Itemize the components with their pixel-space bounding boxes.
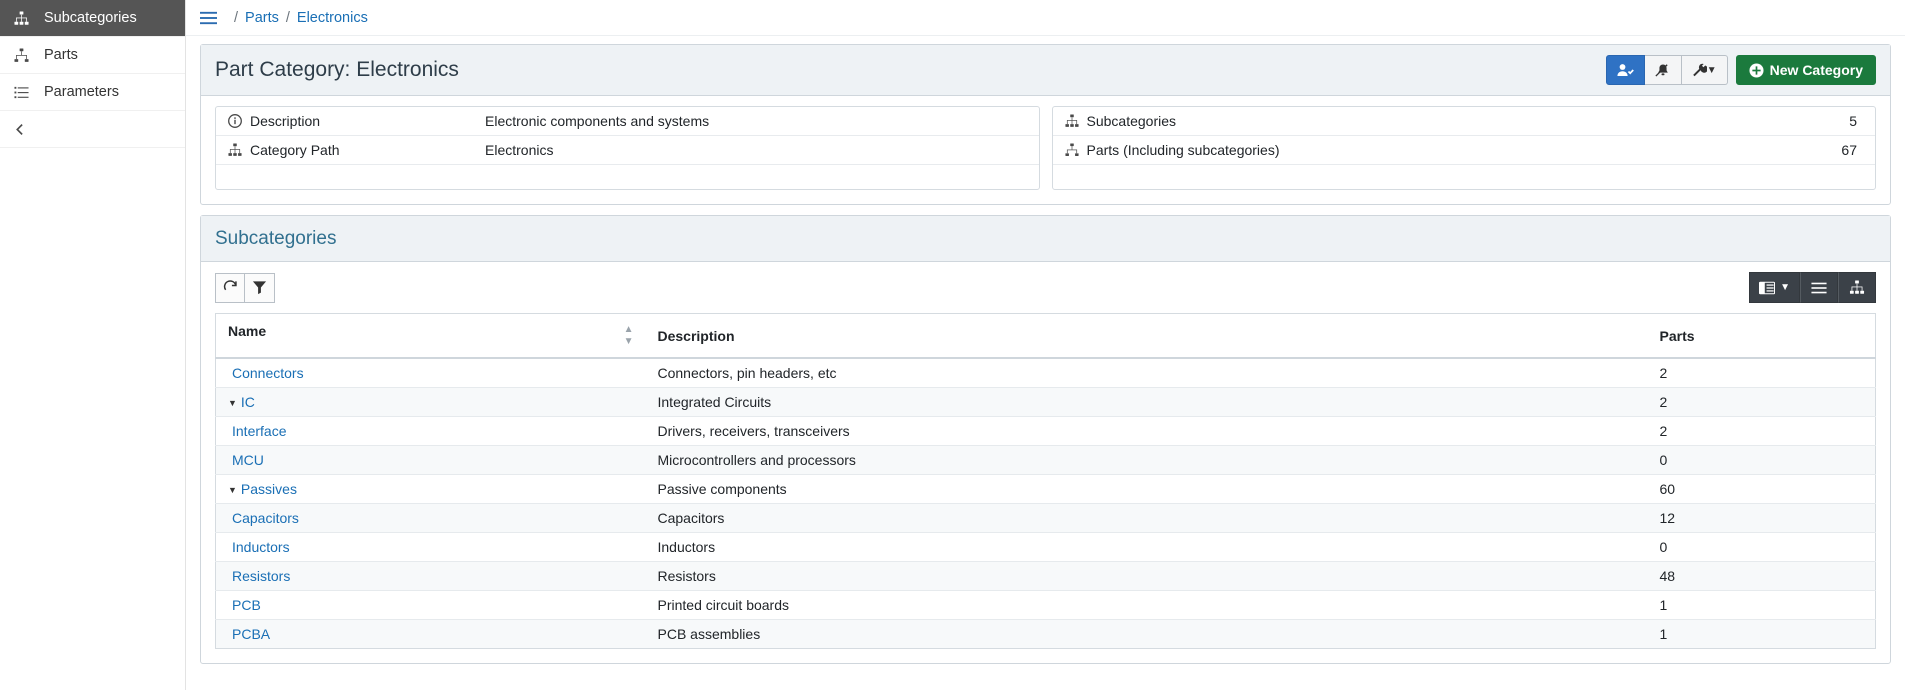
row-parts-cell: 1 (1648, 620, 1876, 649)
detail-value: Electronics (485, 142, 554, 158)
row-parts-cell: 2 (1648, 358, 1876, 388)
table-header-row (216, 314, 1876, 359)
breadcrumb-item-electronics[interactable]: Electronics (296, 9, 368, 26)
columns-icon[interactable] (1749, 272, 1800, 303)
row-parts-cell: 60 (1648, 475, 1876, 504)
row-description-cell: Passive components (646, 475, 1648, 504)
column-header-description-label: Description (657, 327, 735, 344)
row-description-cell: Capacitors (646, 504, 1648, 533)
list-view-icon[interactable] (1800, 272, 1838, 303)
column-header-name-label: Name (228, 323, 267, 339)
row-name-cell (216, 417, 646, 446)
table-row[interactable] (216, 562, 1876, 591)
table-body (216, 358, 1876, 649)
list-icon (14, 85, 36, 100)
row-name-cell (216, 562, 646, 591)
column-header-parts[interactable] (1648, 314, 1876, 359)
category-link[interactable]: PCBA (232, 626, 271, 642)
detail-value: 67 (1841, 142, 1857, 158)
table-toolbar-left (215, 273, 275, 303)
detail-label: Parts (Including subcategories) (1086, 142, 1280, 158)
detail-label: Category Path (250, 142, 340, 158)
row-parts-cell: 12 (1648, 504, 1876, 533)
breadcrumb (186, 0, 1905, 36)
row-parts-cell: 2 (1648, 417, 1876, 446)
category-link[interactable]: Inductors (232, 539, 290, 555)
category-details-left (215, 106, 1040, 190)
new-category-label: New Category (1769, 62, 1863, 78)
detail-row-subcategories (1053, 107, 1876, 136)
detail-card-spacer (1053, 165, 1876, 189)
tools-dropdown-button[interactable] (1682, 55, 1728, 85)
user-check-icon (1617, 63, 1634, 77)
subscribe-button[interactable] (1606, 55, 1645, 85)
subcategories-panel (200, 215, 1891, 664)
sidebar-item-label: Parameters (44, 84, 119, 100)
row-parts-cell: 0 (1648, 533, 1876, 562)
detail-value: Electronic components and systems (485, 113, 710, 129)
row-description-cell: Printed circuit boards (646, 591, 1648, 620)
plus-circle-icon (1749, 63, 1764, 78)
detail-label: Subcategories (1086, 113, 1177, 129)
parts-icon (1065, 143, 1087, 157)
row-description-cell: Integrated Circuits (646, 388, 1648, 417)
content-area (186, 36, 1905, 690)
part-category-header (201, 45, 1890, 96)
row-name-cell (216, 504, 646, 533)
category-details-row (201, 96, 1890, 204)
table-row[interactable] (216, 417, 1876, 446)
page-title: Part Category: Electronics (215, 58, 459, 82)
breadcrumb-separator: / (234, 9, 239, 26)
sidebar-item-parts[interactable] (0, 37, 185, 74)
hamburger-icon[interactable] (200, 11, 217, 25)
column-header-name[interactable] (216, 314, 646, 359)
row-name-cell (216, 475, 646, 504)
unsubscribe-button[interactable] (1645, 55, 1682, 85)
row-name-cell (216, 591, 646, 620)
row-parts-cell: 2 (1648, 388, 1876, 417)
subcategories-header (201, 216, 1890, 262)
category-link[interactable]: Passives (240, 481, 297, 497)
detail-card-spacer (216, 165, 1039, 189)
table-row[interactable] (216, 388, 1876, 417)
subcategories-title: Subcategories (215, 227, 337, 249)
row-parts-cell: 0 (1648, 446, 1876, 475)
detail-row-description (216, 107, 1039, 136)
sidebar-item-label: Subcategories (44, 10, 137, 26)
table-row[interactable] (216, 533, 1876, 562)
subcategories-table (215, 313, 1876, 649)
sidebar-item-label: Parts (44, 47, 78, 63)
row-description-cell: PCB assemblies (646, 620, 1648, 649)
breadcrumb-item-parts[interactable]: Parts (245, 9, 279, 26)
category-link[interactable]: PCB (232, 597, 261, 613)
sitemap-icon (14, 11, 36, 26)
row-name-cell (216, 446, 646, 475)
part-category-panel (200, 44, 1891, 205)
new-category-button[interactable] (1736, 55, 1876, 85)
table-row[interactable] (216, 504, 1876, 533)
sidebar-item-subcategories[interactable] (0, 0, 185, 37)
row-parts-cell: 48 (1648, 562, 1876, 591)
category-details-right (1052, 106, 1877, 190)
tree-view-icon[interactable] (1838, 272, 1876, 303)
row-description-cell: Drivers, receivers, transceivers (646, 417, 1648, 446)
filter-icon[interactable] (245, 273, 275, 303)
main-area (186, 0, 1905, 690)
row-name-cell (216, 620, 646, 649)
row-description-cell: Connectors, pin headers, etc (646, 358, 1648, 388)
table-row[interactable] (216, 591, 1876, 620)
row-description-cell: Inductors (646, 533, 1648, 562)
category-link[interactable]: MCU (232, 452, 264, 468)
category-link[interactable]: Connectors (232, 365, 304, 381)
row-name-cell (216, 358, 646, 388)
info-icon (228, 114, 250, 128)
table-toolbar (215, 272, 1876, 303)
detail-value: 5 (1849, 113, 1857, 129)
parts-icon (14, 48, 36, 63)
breadcrumb-separator: / (285, 9, 290, 26)
column-header-parts-label: Parts (1659, 327, 1695, 344)
row-description-cell: Microcontrollers and processors (646, 446, 1648, 475)
sitemap-icon (1065, 114, 1087, 128)
sidebar-collapse-toggle[interactable] (0, 111, 185, 148)
column-header-description[interactable] (646, 314, 1648, 359)
row-name-cell (216, 533, 646, 562)
row-name-cell (216, 388, 646, 417)
category-link[interactable]: Interface (232, 423, 287, 439)
row-parts-cell: 1 (1648, 591, 1876, 620)
detail-label: Description (250, 113, 321, 129)
sidebar-item-parameters[interactable] (0, 74, 185, 111)
refresh-icon[interactable] (215, 273, 245, 303)
chevron-down-icon: ▼ (1706, 64, 1717, 76)
detail-row-category-path (216, 136, 1039, 165)
table-head (216, 314, 1876, 359)
tree-caret-icon[interactable]: ▼ (228, 485, 237, 496)
sort-icon[interactable]: ▲ ▼ (623, 324, 634, 347)
table-row[interactable] (216, 620, 1876, 649)
category-link[interactable]: IC (240, 394, 255, 410)
sitemap-icon (228, 143, 250, 157)
table-row[interactable] (216, 358, 1876, 388)
bell-slash-icon (1655, 63, 1671, 78)
table-row[interactable] (216, 446, 1876, 475)
tree-caret-icon[interactable]: ▼ (228, 398, 237, 409)
subcategories-table-wrap (201, 262, 1890, 663)
row-description-cell: Resistors (646, 562, 1648, 591)
detail-row-parts-count (1053, 136, 1876, 165)
chevron-down-icon: ▼ (1780, 282, 1790, 293)
wrench-icon (1692, 63, 1707, 77)
category-link[interactable]: Capacitors (232, 510, 299, 526)
header-action-buttons (1606, 55, 1876, 85)
table-row[interactable] (216, 475, 1876, 504)
sidebar (0, 0, 186, 690)
table-toolbar-right (1749, 272, 1876, 303)
category-link[interactable]: Resistors (232, 568, 291, 584)
chevron-left-icon (14, 123, 27, 136)
